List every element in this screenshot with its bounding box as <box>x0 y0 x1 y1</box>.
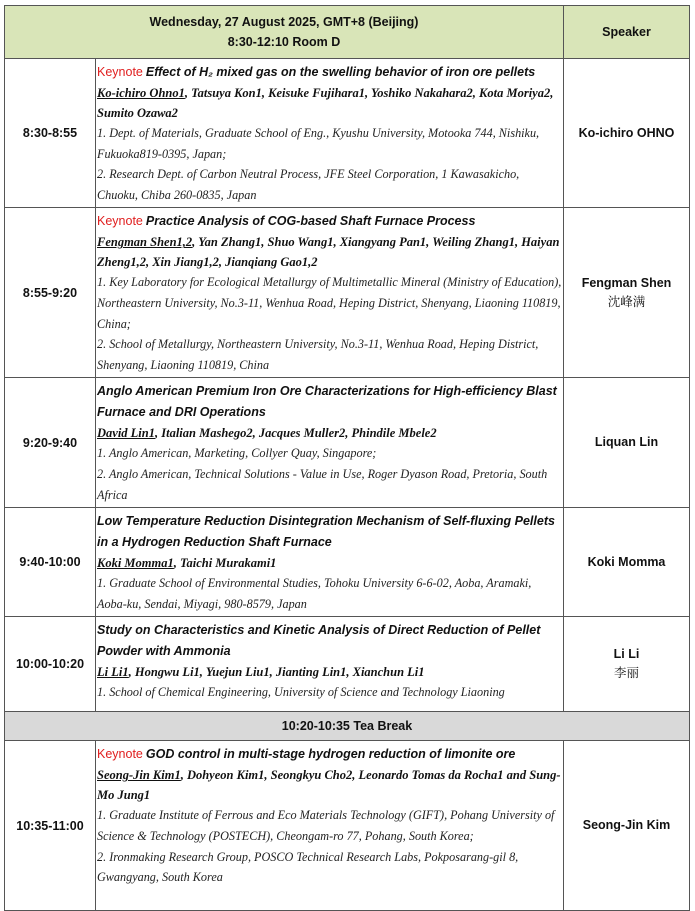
affiliation: 1. Dept. of Materials, Graduate School of Eng., Kyushu University, Motooka 744, Nishiku, Fukuoka819-0395, Japan; <box>97 126 540 161</box>
presenting-author: Li Li1 <box>97 665 129 680</box>
talk-row <box>5 508 690 617</box>
session-time-room: 8:30-12:10 Room D <box>227 35 341 49</box>
speaker-name: Liquan Lin <box>594 435 659 450</box>
speaker-cell <box>564 508 690 617</box>
author-list <box>97 765 562 805</box>
affiliation: 1. School of Chemical Engineering, University of Science and Technology Liaoning <box>97 685 505 700</box>
affiliation: 2. School of Metallurgy, Northeastern University, No.3-11, Wenhua Road, Heping District, Shenyang, Liaoning 110819, China <box>97 337 539 372</box>
affiliation: 1. Key Laboratory for Ecological Metallurgy of Multimetallic Mineral (Ministry of Education), Northeastern University, No.3-11, Wenhua Road, Heping District, Shenyang, Liaoning 110819, China; <box>97 275 562 331</box>
talk-details <box>96 208 564 378</box>
affiliation: 2. Research Dept. of Carbon Neutral Process, JFE Steel Corporation, 1 Kawasakicho, Chuoku, Chiba 260-0835, Japan <box>97 167 520 202</box>
talk-row <box>5 617 690 712</box>
tea-break: 10:20-10:35 Tea Break <box>5 712 690 741</box>
affiliation: 2. Anglo American, Technical Solutions - Value in Use, Roger Dyason Road, Pretoria, South Africa <box>97 466 548 502</box>
speaker-cell <box>564 59 690 208</box>
session-schedule-table <box>4 5 690 911</box>
speaker-name-chinese: 李丽 <box>613 666 639 681</box>
header-row <box>5 6 690 59</box>
speaker-name: Seong-Jin Kim <box>582 818 671 833</box>
co-authors: , Dohyeon Kim1, Seongkyu Cho2, Leonardo Tomas da Rocha1 and Sung-Mo Jung1 <box>97 768 561 803</box>
speaker-cell <box>564 741 690 911</box>
talk-time: 10:35-11:00 <box>5 741 96 911</box>
talk-details <box>96 508 564 617</box>
affiliation: 1. Graduate School of Environmental Studies, Tohoku University 6-6-02, Aoba, Aramaki, Aoba-ku, Sendai, Miyagi, 980-8579, Japan <box>97 576 532 611</box>
author-list <box>97 83 562 123</box>
talk-title-text: Effect of H₂ mixed gas on the swelling behavior of iron ore pellets <box>145 65 536 79</box>
keynote-label: Keynote <box>97 214 143 229</box>
talk-title <box>97 511 562 553</box>
talk-details <box>96 617 564 712</box>
talk-row <box>5 741 690 911</box>
talk-title-text: Low Temperature Reduction Disintegration Mechanism of Self-fluxing Pellets in a Hydrogen Reduction Shaft Furnace <box>97 514 555 550</box>
co-authors: , Yan Zhang1, Shuo Wang1, Xiangyang Pan1, Weiling Zhang1, Haiyan Zheng1,2, Xin Jiang1,2, Jianqiang Gao1,2 <box>97 235 560 270</box>
talk-details <box>96 741 564 911</box>
talk-time: 8:30-8:55 <box>5 59 96 208</box>
presenting-author: Koki Momma1 <box>97 556 174 571</box>
talk-title <box>97 211 562 232</box>
tea-break-row <box>5 712 690 741</box>
presenting-author: Ko-ichiro Ohno1 <box>97 86 185 100</box>
co-authors: , Tatsuya Kon1, Keisuke Fujihara1, Yoshiko Nakahara2, Kota Moriya2, Sumito Ozawa2 <box>97 86 554 120</box>
speaker-name-chinese: 沈峰满 <box>607 294 646 309</box>
talk-title-text: Study on Characteristics and Kinetic Analysis of Direct Reduction of Pellet Powder with Ammonia <box>97 623 541 659</box>
schedule-page <box>4 5 689 911</box>
presenting-author: David Lin1 <box>97 426 155 441</box>
talk-title-text: GOD control in multi-stage hydrogen reduction of limonite ore <box>145 747 516 762</box>
keynote-label: Keynote <box>97 747 143 762</box>
keynote-label: Keynote <box>97 65 143 79</box>
talk-title <box>97 620 562 662</box>
affiliation: 1. Anglo American, Marketing, Collyer Quay, Singapore; <box>97 446 377 461</box>
speaker-name: Fengman Shen <box>581 275 672 290</box>
talk-title-text: Practice Analysis of COG-based Shaft Furnace Process <box>145 214 476 229</box>
talk-details <box>96 59 564 208</box>
co-authors: , Hongwu Li1, Yuejun Liu1, Jianting Lin1, Xianchun Li1 <box>128 665 425 680</box>
speaker-name: Koki Momma <box>587 554 666 569</box>
talk-row <box>5 59 690 208</box>
talk-row <box>5 378 690 508</box>
talk-row <box>5 208 690 378</box>
author-list <box>97 423 562 443</box>
co-authors: , Italian Mashego2, Jacques Muller2, Phindile Mbele2 <box>154 426 437 441</box>
affiliation: 2. Ironmaking Research Group, POSCO Technical Research Labs, Pokposarang-gil 8, Gwangyang, South Korea <box>97 849 519 885</box>
presenting-author: Seong-Jin Kim1 <box>97 768 181 783</box>
speaker-cell <box>564 617 690 712</box>
talk-details <box>96 378 564 508</box>
author-list <box>97 662 562 682</box>
session-date: Wednesday, 27 August 2025, GMT+8 (Beijing) <box>149 15 419 29</box>
author-list <box>97 232 562 272</box>
author-list <box>97 553 562 573</box>
presenting-author: Fengman Shen1,2 <box>97 235 193 250</box>
talk-title <box>97 62 562 83</box>
affiliation: 1. Graduate Institute of Ferrous and Eco Materials Technology (GIFT), Pohang University of Science & Technology (POSTECH), Cheongam-ro 77, Pohang, South Korea; <box>97 808 555 843</box>
co-authors: , Taichi Murakami1 <box>173 556 277 571</box>
talk-time: 9:40-10:00 <box>5 508 96 617</box>
talk-title <box>97 381 562 423</box>
talk-time: 8:55-9:20 <box>5 208 96 378</box>
talk-time: 10:00-10:20 <box>5 617 96 712</box>
speaker-cell <box>564 378 690 508</box>
speaker-name: Ko-ichiro OHNO <box>578 125 675 140</box>
speaker-column-header: Speaker <box>564 6 690 59</box>
talk-title-text: Anglo American Premium Iron Ore Characterizations for High-efficiency Blast Furnace and DRI Operations <box>97 384 557 420</box>
session-header <box>5 6 564 59</box>
talk-time: 9:20-9:40 <box>5 378 96 508</box>
speaker-cell <box>564 208 690 378</box>
speaker-name: Li Li <box>613 647 640 662</box>
talk-title <box>97 744 562 765</box>
